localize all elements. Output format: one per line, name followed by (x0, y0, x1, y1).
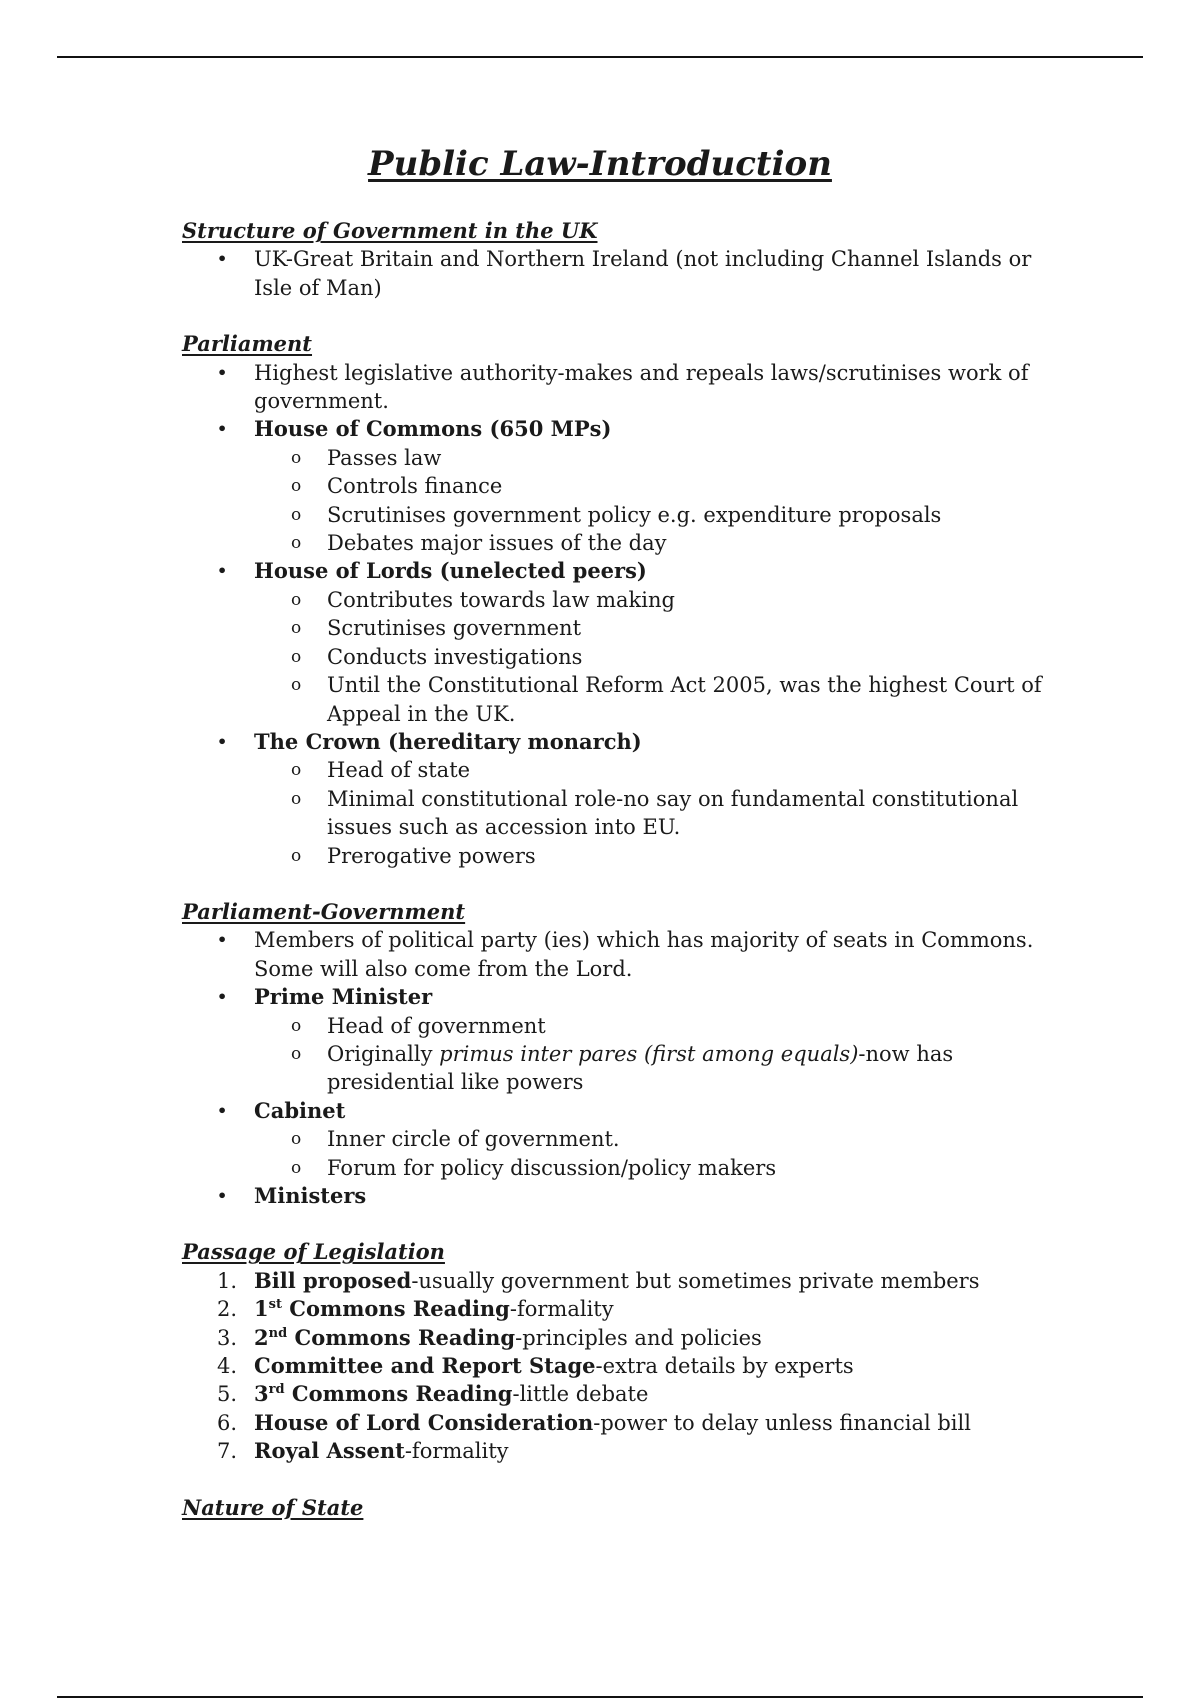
bullet-icon: • (217, 930, 228, 950)
circle-bullet-icon: o (291, 476, 302, 497)
bullet-item-lords: • House of Lords (unelected peers) o Contributes towards law making o Scrutinises government o Conducts investigations o Until the Constitutional Reform Act 2005, was the highest Court of Appeal in the UK. (182, 557, 1062, 727)
circle-bullet-icon: o (291, 1157, 302, 1178)
sub-item: o Originally primus inter pares (first among equals)-now has presidential like powers (291, 1041, 954, 1095)
bullet-item: • Members of political party (ies) which has majority of seats in Commons. Some will also come from the Lord. (217, 928, 1034, 981)
circle-bullet-icon: o (291, 845, 302, 866)
bullet-icon: • (217, 249, 228, 269)
sub-item: o Controls finance (182, 472, 1062, 500)
circle-bullet-icon: o (291, 1043, 302, 1064)
bullet-item-commons: • House of Commons (650 MPs) o Passes law o Controls finance o Scrutinises government policy e.g. expenditure proposals o Debates major issues of the day (182, 415, 1062, 557)
bullet-item-prime-minister: • Prime Minister o Head of government o Originally primus inter pares (first among equals)-now has presidential like powers (182, 983, 1062, 1097)
section-nature (182, 1494, 1062, 1522)
bullet-item-crown: • The Crown (hereditary monarch) o Head of state o Minimal constitutional role-no say on fundamental constitutional issues such as accession into EU. o Prerogative powers (182, 728, 1062, 870)
sub-item: o Minimal constitutional role-no say on fundamental constitutional issues such as accession into EU. (291, 786, 1019, 840)
circle-bullet-icon: o (291, 1129, 302, 1150)
bullet-icon: • (217, 362, 228, 382)
section-heading: Nature of State (182, 1494, 364, 1520)
bullet-item-ministers: • Ministers (182, 1182, 1062, 1210)
sub-item: o Contributes towards law making (182, 586, 1062, 614)
section-parliament (182, 330, 1062, 870)
top-rule (57, 56, 1143, 58)
section-heading: Passage of Legislation (182, 1239, 445, 1265)
legislation-step: 1. Bill proposed-usually government but sometimes private members (217, 1267, 980, 1293)
circle-bullet-icon: o (291, 447, 302, 468)
circle-bullet-icon: o (291, 618, 302, 639)
sub-item: o Head of government (182, 1012, 1062, 1040)
sub-item: o Prerogative powers (182, 842, 1062, 870)
sub-item: o Until the Constitutional Reform Act 2005, was the highest Court of Appeal in the UK. (291, 673, 1042, 726)
section-heading: Parliament (182, 331, 313, 357)
bullet-icon: • (217, 1186, 228, 1205)
section-government (182, 898, 1062, 1210)
legislation-step: 5. 3rd Commons Reading-little debate (217, 1381, 649, 1407)
bullet-item: • Highest legislative authority-makes and repeals laws/scrutinises work of government. (217, 360, 1029, 414)
sub-item: o Scrutinises government policy e.g. expenditure proposals (182, 501, 1062, 529)
bullet-item-cabinet: • Cabinet o Inner circle of government. o Forum for policy discussion/policy makers (182, 1097, 1062, 1182)
sub-item: o Forum for policy discussion/policy makers (182, 1154, 1062, 1182)
bullet-item: • UK-Great Britain and Northern Ireland (not including Channel Islands or Isle of Man) (217, 247, 1032, 300)
circle-bullet-icon: o (291, 760, 302, 781)
circle-bullet-icon: o (291, 1015, 302, 1036)
section-structure (182, 217, 1062, 302)
legislation-step: 7. Royal Assent-formality (217, 1438, 509, 1464)
sub-item: o Inner circle of government. (182, 1125, 1062, 1153)
circle-bullet-icon: o (291, 788, 302, 809)
bullet-icon: • (217, 419, 228, 439)
sub-item: o Debates major issues of the day (182, 529, 1062, 557)
circle-bullet-icon: o (291, 504, 302, 525)
legislation-step: 6. House of Lord Consideration-power to delay unless financial bill (217, 1409, 971, 1435)
circle-bullet-icon: o (291, 675, 302, 696)
circle-bullet-icon: o (291, 589, 302, 610)
legislation-step: 2. 1st Commons Reading-formality (217, 1296, 614, 1322)
document-body (182, 217, 1062, 1550)
circle-bullet-icon: o (291, 646, 302, 667)
bullet-icon: • (217, 731, 228, 751)
legislation-step: 4. Committee and Report Stage-extra details by experts (217, 1353, 854, 1379)
section-heading: Parliament-Government (182, 898, 466, 924)
page-title: Public Law-Introduction (368, 144, 832, 184)
sub-item: o Scrutinises government (182, 614, 1062, 642)
section-heading: Structure of Government in the UK (182, 218, 598, 243)
bullet-icon: • (217, 987, 228, 1007)
sub-item: o Passes law (182, 444, 1062, 472)
bullet-icon: • (217, 561, 228, 581)
section-legislation (182, 1238, 1062, 1465)
bullet-icon: • (217, 1100, 228, 1120)
bottom-rule (57, 1696, 1143, 1698)
circle-bullet-icon: o (291, 533, 302, 554)
sub-item: o Conducts investigations (182, 643, 1062, 671)
legislation-step: 3. 2nd Commons Reading-principles and policies (217, 1324, 762, 1350)
sub-item: o Head of state (182, 756, 1062, 784)
